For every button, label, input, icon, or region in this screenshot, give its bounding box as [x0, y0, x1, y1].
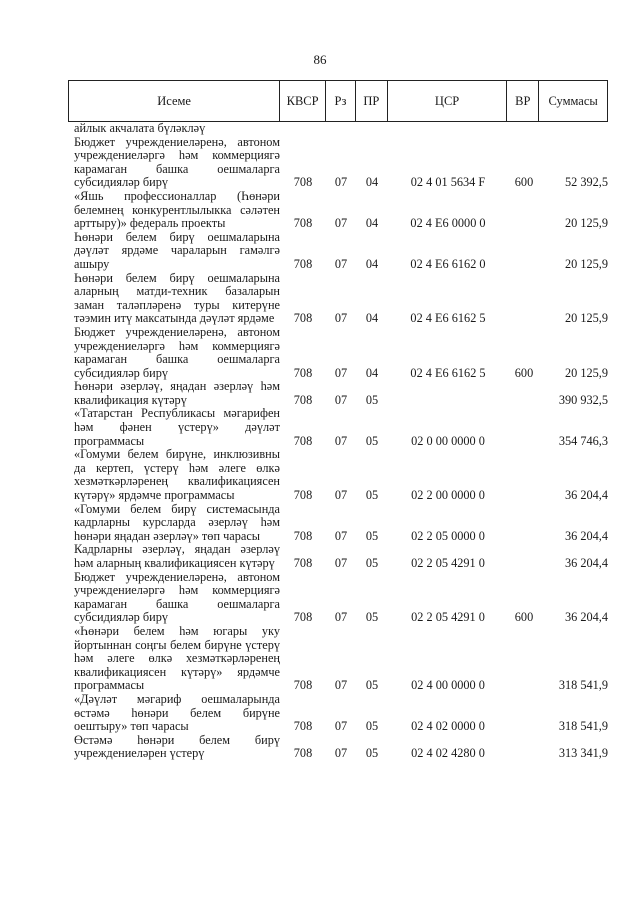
row-rz: 07	[334, 365, 348, 380]
row-pr: 04	[365, 175, 379, 190]
row-rz: 07	[334, 311, 348, 326]
table-row	[68, 122, 608, 136]
row-csr: 02 4 E6 6162 0	[410, 256, 486, 271]
row-kvsr: 708	[293, 433, 313, 448]
table-row	[68, 734, 608, 761]
row-pr: 05	[365, 719, 379, 734]
row-name: Бюджет учреждениеләренә, автоном учреждениеләргә һәм коммерциягә карамаган башка оешмаларга субсидияләр бирү	[74, 134, 280, 190]
table-row	[68, 407, 608, 448]
row-kvsr: 708	[293, 311, 313, 326]
header-csr: ЦСР	[388, 81, 508, 121]
row-sum: 20 125,9	[564, 256, 608, 271]
row-name: Һөнәри әзерләү, яңадан әзерләү һәм квалификация күтәрү	[74, 379, 280, 407]
row-rz: 07	[334, 175, 348, 190]
row-sum: 354 746,3	[558, 433, 608, 448]
row-name: «Дәүләт мәгариф оешмаларында өстәмә һөнәри белем бирүне оештыру» төп чарасы	[74, 691, 280, 734]
row-sum: 36 204,4	[564, 610, 608, 625]
row-name: «Һөнәри белем һәм югары уку йортыннан соңгы белем бирүне үстерү һәм әлеге өлкә хезмәткәрләренең квалификациясен күтәрү» ярдәмче программасы	[74, 623, 280, 693]
row-name: айлык акчалата бүләкләү	[74, 121, 206, 135]
row-pr: 05	[365, 528, 379, 543]
row-csr: 02 4 E6 0000 0	[410, 216, 486, 231]
row-pr: 05	[365, 488, 379, 503]
row-sum: 318 541,9	[558, 719, 608, 734]
row-kvsr: 708	[293, 488, 313, 503]
row-rz: 07	[334, 256, 348, 271]
row-rz: 07	[334, 528, 348, 543]
header-sum: Суммасы	[548, 93, 598, 108]
row-pr: 05	[365, 433, 379, 448]
row-name: Бюджет учреждениеләренә, автоном учреждениеләргә һәм коммерциягә карамаган башка оешмаларга субсидияләр бирү	[74, 569, 280, 625]
row-kvsr: 708	[293, 175, 313, 190]
table-row	[68, 190, 608, 231]
row-sum: 36 204,4	[564, 528, 608, 543]
row-csr: 02 4 00 0000 0	[411, 678, 485, 693]
row-pr: 05	[365, 610, 379, 625]
row-rz: 07	[334, 719, 348, 734]
row-csr: 02 4 02 4280 0	[411, 746, 485, 761]
row-csr: 02 4 E6 6162 5	[410, 365, 486, 380]
row-kvsr: 708	[293, 610, 313, 625]
row-pr: 04	[365, 365, 379, 380]
row-kvsr: 708	[293, 678, 313, 693]
row-rz: 07	[334, 678, 348, 693]
header-name: Исеме	[69, 81, 280, 121]
row-pr: 04	[365, 216, 379, 231]
row-name: Һөнәри белем бирү оешмаларына аларның матди-техник базаларын заман таләпләренә туры китерүне тәэмин итү максатында дәүләт ярдәме	[74, 270, 280, 326]
row-rz: 07	[334, 746, 348, 761]
row-vr: 600	[514, 175, 534, 190]
row-sum: 20 125,9	[564, 216, 608, 231]
table-row	[68, 625, 608, 693]
row-sum: 20 125,9	[564, 311, 608, 326]
row-name: «Татарстан Республикасы мәгарифен һәм фәнен үстерү» дәүләт программасы	[74, 406, 280, 448]
row-rz: 07	[334, 433, 348, 448]
row-pr: 05	[365, 392, 379, 407]
page-number: 86	[313, 52, 327, 67]
row-csr: 02 4 01 5634 F	[410, 175, 486, 190]
row-sum: 20 125,9	[564, 365, 608, 380]
table-row	[68, 231, 608, 272]
row-rz: 07	[334, 488, 348, 503]
header-vr: ВР	[507, 81, 539, 121]
row-sum: 36 204,4	[564, 488, 608, 503]
row-kvsr: 708	[293, 556, 313, 570]
row-csr: 02 4 E6 6162 5	[410, 311, 486, 326]
row-kvsr: 708	[293, 365, 313, 380]
row-name: Кадрларны әзерләү, яңадан әзерләү һәм аларның квалификациясен күтәрү	[74, 542, 280, 570]
table-row	[68, 448, 608, 502]
table-row	[68, 693, 608, 734]
table-row	[68, 543, 608, 570]
row-sum: 318 541,9	[558, 678, 608, 693]
row-csr: 02 2 05 0000 0	[411, 528, 485, 543]
row-pr: 05	[365, 746, 379, 761]
row-kvsr: 708	[293, 746, 313, 761]
table-row	[68, 380, 608, 407]
row-sum: 52 392,5	[564, 175, 608, 190]
row-sum: 36 204,4	[564, 556, 608, 570]
row-name: Һөнәри белем бирү оешмаларына дәүләт ярдәме чараларын гамәлгә ашыру	[74, 229, 280, 271]
row-name: «Гомуми белем бирү системасында кадрларны курсларда әзерләү һәм һөнәри яңадан әзерләү» төп чарасы	[74, 501, 280, 543]
row-csr: 02 0 00 0000 0	[411, 433, 485, 448]
table-row	[68, 571, 608, 625]
table-row	[68, 503, 608, 544]
header-rz: Рз	[326, 81, 356, 121]
row-kvsr: 708	[293, 216, 313, 231]
table-row	[68, 272, 608, 326]
row-vr: 600	[514, 610, 534, 625]
header-kvsr: КВСР	[280, 81, 326, 121]
table-body	[68, 122, 608, 761]
row-sum: 390 932,5	[558, 392, 608, 407]
row-csr: 02 2 00 0000 0	[411, 488, 485, 503]
row-kvsr: 708	[293, 256, 313, 271]
row-rz: 07	[334, 216, 348, 231]
row-rz: 07	[334, 610, 348, 625]
row-kvsr: 708	[293, 528, 313, 543]
row-kvsr: 708	[293, 392, 313, 407]
row-name: «Яшь профессионаллар (Һөнәри белемнең конкурентлылыкка сәләтен арттыру)» федераль проекты	[74, 188, 280, 231]
budget-table	[68, 80, 608, 761]
row-name: Өстәмә һөнәри белем бирү учреждениеләрен үстерү	[74, 732, 280, 761]
row-name: «Гомуми белем бирүне, инклюзивны да кертеп, үстерү һәм әлеге өлкә хезмәткәрләренең квалификациясен күтәрү» ярдәмче программасы	[74, 447, 280, 503]
row-vr: 600	[514, 365, 534, 380]
row-csr: 02 2 05 4291 0	[411, 556, 485, 570]
row-rz: 07	[334, 556, 348, 570]
row-sum: 313 341,9	[558, 746, 608, 761]
row-kvsr: 708	[293, 719, 313, 734]
header-pr: ПР	[356, 81, 388, 121]
row-rz: 07	[334, 392, 348, 407]
table-row	[68, 326, 608, 380]
row-name: Бюджет учреждениеләренә, автоном учреждениеләргә һәм коммерциягә карамаган башка оешмаларга субсидияләр бирү	[74, 324, 280, 380]
row-pr: 05	[365, 556, 379, 570]
row-pr: 04	[365, 311, 379, 326]
table-header	[68, 80, 608, 122]
table-row	[68, 136, 608, 190]
row-csr: 02 2 05 4291 0	[411, 610, 485, 625]
row-pr: 04	[365, 256, 379, 271]
row-pr: 05	[365, 678, 379, 693]
row-csr: 02 4 02 0000 0	[411, 719, 485, 734]
